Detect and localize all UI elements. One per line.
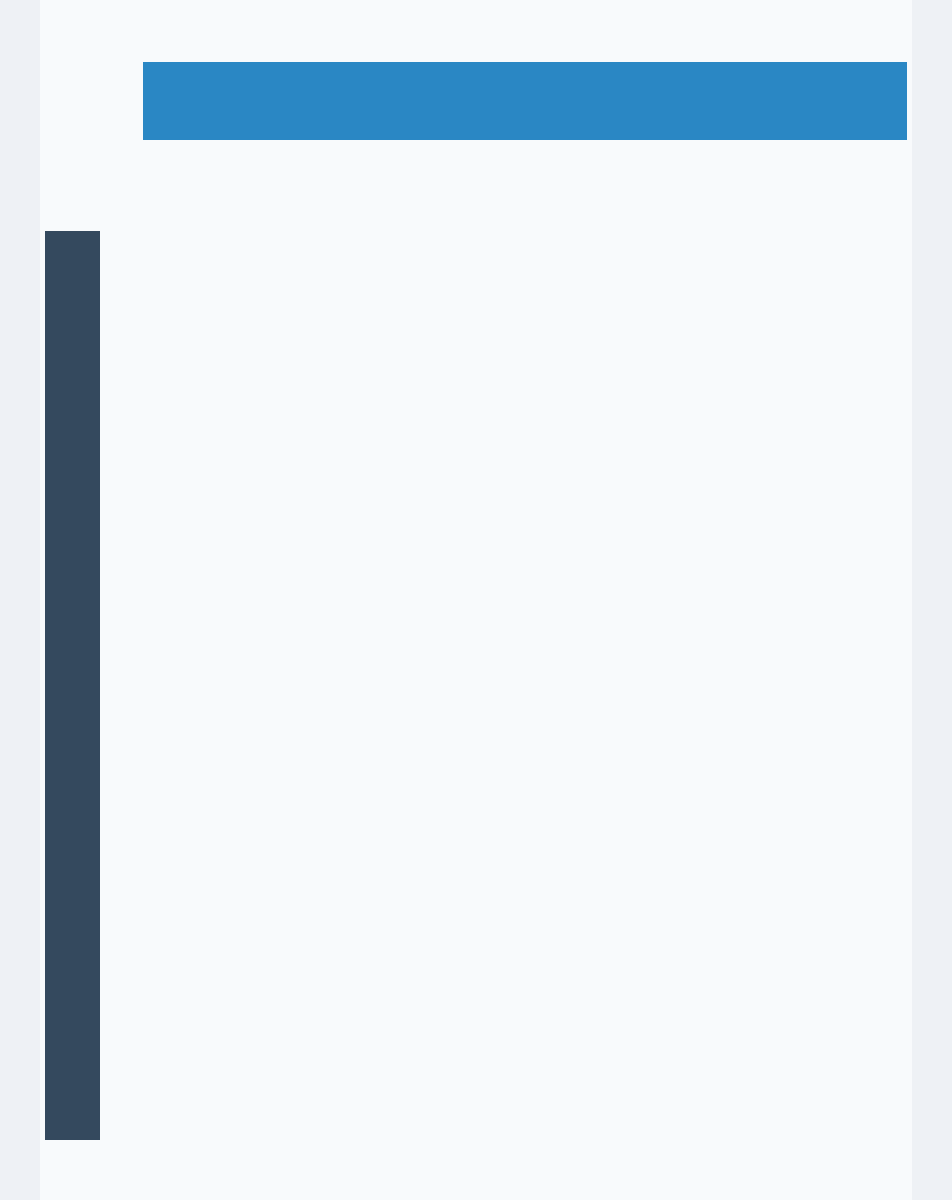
away-team-banner (45, 231, 100, 1140)
home-numbers-row (143, 146, 907, 224)
squares-grid (143, 231, 907, 1140)
away-numbers-column (105, 231, 137, 1140)
home-team-banner (143, 62, 907, 140)
